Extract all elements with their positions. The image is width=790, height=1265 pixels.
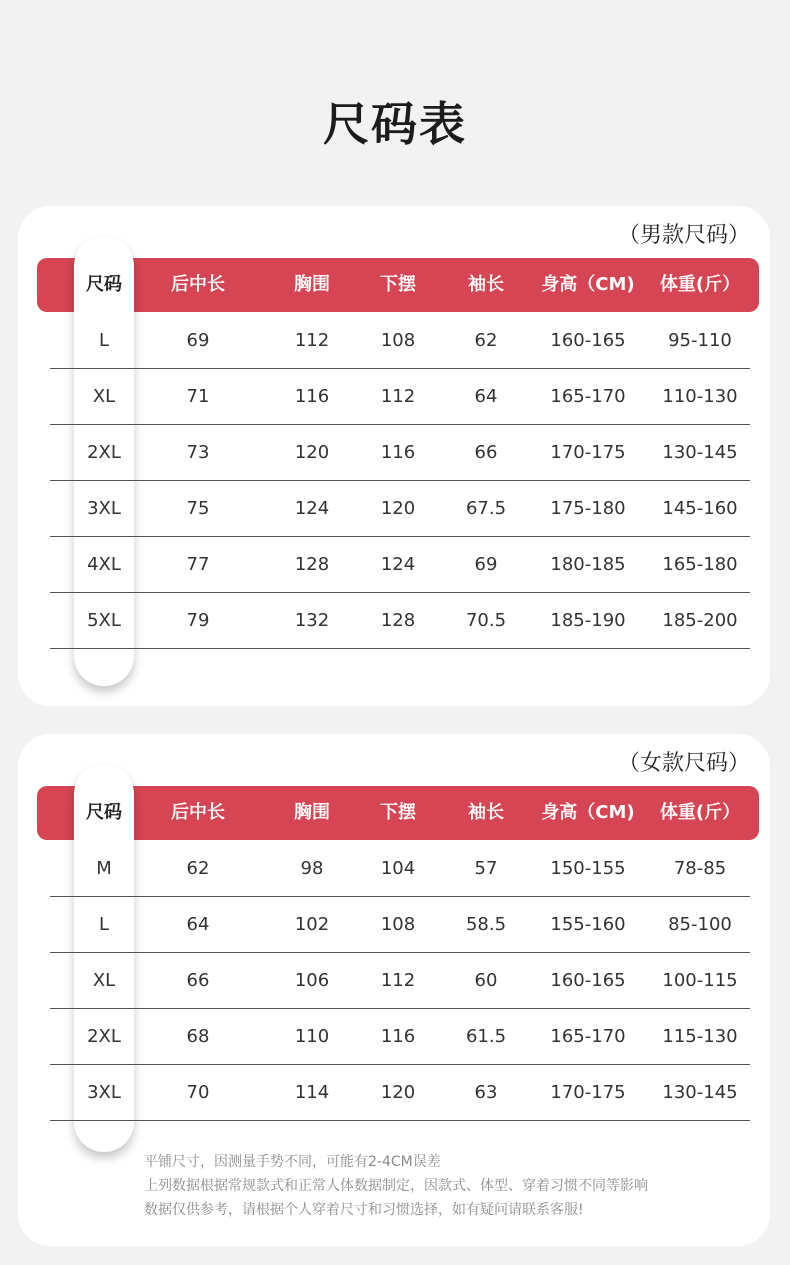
cell-hem: 120: [380, 1082, 416, 1103]
table-row: [50, 952, 750, 1009]
note-line: 数据仅供参考，请根据个人穿着尺寸和习惯选择，如有疑问请联系客服!: [144, 1202, 584, 1218]
cell-sleeve: 58.5: [465, 914, 507, 935]
cell-weight: 95-110: [668, 330, 732, 351]
header-size: 尺码: [86, 274, 122, 295]
table-row: [50, 424, 750, 481]
cell-chest: 132: [294, 610, 330, 631]
header-hem: 下摆: [380, 274, 416, 295]
cell-hem: 116: [380, 1026, 416, 1047]
cell-chest: 110: [294, 1026, 330, 1047]
cell-back-length: 77: [186, 554, 210, 575]
cell-size: L: [98, 330, 110, 351]
cell-height: 185-190: [550, 610, 626, 631]
cell-height: 180-185: [550, 554, 626, 575]
cell-sleeve: 66: [474, 442, 498, 463]
cell-size: 2XL: [87, 1026, 121, 1047]
cell-weight: 130-145: [662, 1082, 738, 1103]
table-row: [50, 368, 750, 425]
cell-weight: 78-85: [673, 858, 727, 879]
cell-weight: 130-145: [662, 442, 738, 463]
header-back-length: 后中长: [171, 274, 225, 295]
cell-sleeve: 57: [474, 858, 498, 879]
cell-height: 165-170: [550, 386, 626, 407]
cell-weight: 85-100: [668, 914, 732, 935]
women-section-label: （女款尺码）: [617, 751, 750, 776]
table-row: [50, 592, 750, 649]
cell-back-length: 75: [186, 498, 210, 519]
cell-chest: 98: [300, 858, 324, 879]
cell-hem: 124: [380, 554, 416, 575]
header-size: 尺码: [86, 802, 122, 823]
cell-sleeve: 70.5: [465, 610, 507, 631]
cell-weight: 165-180: [662, 554, 738, 575]
cell-back-length: 70: [186, 1082, 210, 1103]
cell-chest: 116: [294, 386, 330, 407]
cell-hem: 112: [380, 970, 416, 991]
cell-back-length: 69: [186, 330, 210, 351]
table-row: [50, 840, 750, 897]
cell-weight: 100-115: [662, 970, 738, 991]
men-size-card: [18, 206, 770, 706]
table-row: [50, 536, 750, 593]
cell-height: 170-175: [550, 442, 626, 463]
table-row: [50, 480, 750, 537]
cell-chest: 112: [294, 330, 330, 351]
cell-back-length: 79: [186, 610, 210, 631]
cell-size: XL: [92, 386, 116, 407]
header-height: 身高（CM): [541, 274, 635, 295]
cell-height: 160-165: [550, 330, 626, 351]
cell-size: 2XL: [87, 442, 121, 463]
header-weight: 体重(斤）: [659, 802, 741, 823]
table-row: [50, 896, 750, 953]
header-chest: 胸围: [294, 802, 330, 823]
table-row: [50, 1008, 750, 1065]
cell-back-length: 62: [186, 858, 210, 879]
cell-height: 155-160: [550, 914, 626, 935]
cell-weight: 185-200: [662, 610, 738, 631]
cell-back-length: 66: [186, 970, 210, 991]
cell-chest: 124: [294, 498, 330, 519]
cell-back-length: 73: [186, 442, 210, 463]
cell-hem: 112: [380, 386, 416, 407]
cell-back-length: 68: [186, 1026, 210, 1047]
cell-size: 3XL: [87, 1082, 121, 1103]
cell-hem: 116: [380, 442, 416, 463]
cell-size: 3XL: [87, 498, 121, 519]
cell-height: 175-180: [550, 498, 626, 519]
cell-size: 4XL: [87, 554, 121, 575]
cell-size: XL: [92, 970, 116, 991]
cell-hem: 108: [380, 330, 416, 351]
cell-sleeve: 63: [474, 1082, 498, 1103]
cell-height: 150-155: [550, 858, 626, 879]
header-sleeve: 袖长: [468, 274, 504, 295]
cell-chest: 102: [294, 914, 330, 935]
cell-hem: 104: [380, 858, 416, 879]
cell-size: 5XL: [87, 610, 121, 631]
cell-sleeve: 60: [474, 970, 498, 991]
cell-size: L: [98, 914, 110, 935]
cell-height: 165-170: [550, 1026, 626, 1047]
cell-back-length: 64: [186, 914, 210, 935]
header-chest: 胸围: [294, 274, 330, 295]
cell-sleeve: 67.5: [465, 498, 507, 519]
cell-size: M: [96, 858, 112, 879]
header-hem: 下摆: [380, 802, 416, 823]
page-title: 尺码表: [323, 97, 467, 151]
cell-sleeve: 62: [474, 330, 498, 351]
cell-weight: 115-130: [662, 1026, 738, 1047]
cell-sleeve: 64: [474, 386, 498, 407]
cell-sleeve: 69: [474, 554, 498, 575]
header-weight: 体重(斤）: [659, 274, 741, 295]
cell-chest: 114: [294, 1082, 330, 1103]
header-sleeve: 袖长: [468, 802, 504, 823]
cell-height: 160-165: [550, 970, 626, 991]
women-header-row: [18, 786, 770, 840]
cell-chest: 120: [294, 442, 330, 463]
cell-hem: 128: [380, 610, 416, 631]
cell-hem: 120: [380, 498, 416, 519]
men-header-row: [18, 258, 770, 312]
cell-chest: 128: [294, 554, 330, 575]
cell-chest: 106: [294, 970, 330, 991]
header-back-length: 后中长: [171, 802, 225, 823]
table-row: [50, 1064, 750, 1121]
cell-weight: 110-130: [662, 386, 738, 407]
table-row: [50, 312, 750, 369]
note-line: 平铺尺寸，因测量手势不同，可能有2-4CM误差: [144, 1154, 441, 1170]
cell-sleeve: 61.5: [465, 1026, 507, 1047]
header-height: 身高（CM): [541, 802, 635, 823]
cell-height: 170-175: [550, 1082, 626, 1103]
size-notes: [144, 1150, 648, 1222]
cell-back-length: 71: [186, 386, 210, 407]
cell-weight: 145-160: [662, 498, 738, 519]
cell-hem: 108: [380, 914, 416, 935]
note-line: 上列数据根据常规款式和正常人体数据制定，因款式、体型、穿着习惯不同等影响: [144, 1178, 648, 1194]
men-section-label: （男款尺码）: [617, 223, 750, 248]
